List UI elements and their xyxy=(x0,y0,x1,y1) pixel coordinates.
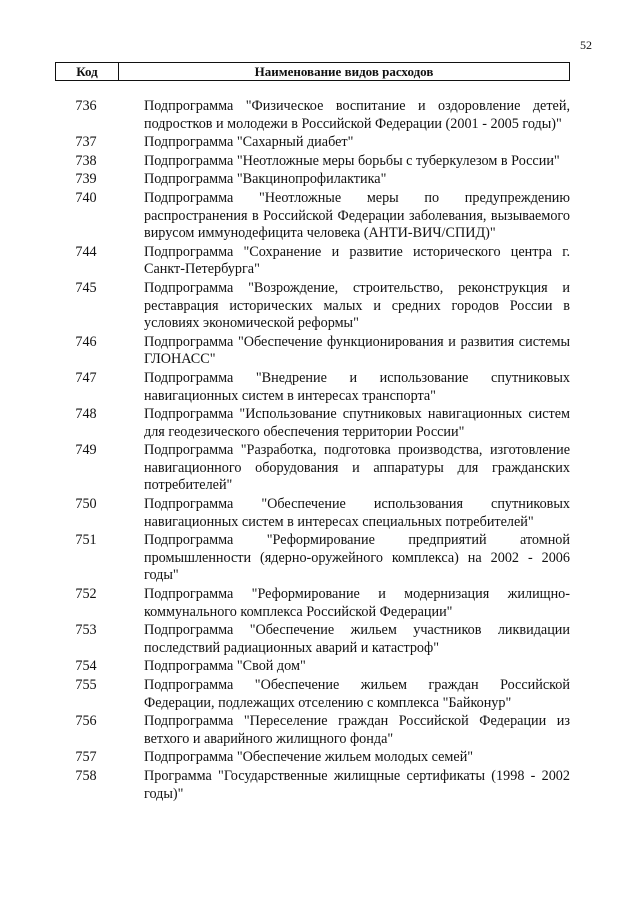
list-item xyxy=(55,532,570,585)
expense-code: 746 xyxy=(75,333,97,350)
list-item xyxy=(55,171,570,189)
expense-code: 753 xyxy=(75,622,97,639)
expense-name: Подпрограмма "Внедрение и использование спутниковых навигационных систем в интересах транспорта" xyxy=(144,369,570,404)
expense-code: 747 xyxy=(75,369,97,386)
expense-name: Подпрограмма "Физическое воспитание и оздоровление детей, подростков и молодежи в Российской Федерации (2001 - 2005 годы)" xyxy=(144,98,570,132)
expense-name: Подпрограмма "Сахарный диабет" xyxy=(144,134,354,151)
expense-name: Подпрограмма "Свой дом" xyxy=(144,658,306,675)
expense-code: 757 xyxy=(75,749,97,766)
list-item xyxy=(55,658,570,676)
expense-name: Программа "Государственные жилищные сертификаты (1998 - 2002 годы)" xyxy=(144,767,570,802)
expense-name: Подпрограмма "Вакцинопрофилактика" xyxy=(144,171,387,188)
list-item xyxy=(55,134,570,152)
list-item xyxy=(55,98,570,133)
expense-code: 752 xyxy=(75,586,97,603)
expense-name: Подпрограмма "Реформирование и модернизация жилищно-коммунального комплекса Российской Федерации" xyxy=(144,586,570,620)
expense-name: Подпрограмма "Реформирование предприятий атомной промышленности (ядерно-оружейного комплекса) на 2002 - 2006 годы" xyxy=(144,532,570,584)
list-item xyxy=(55,406,570,441)
list-item xyxy=(55,190,570,243)
expense-code: 755 xyxy=(75,677,97,693)
list-item xyxy=(55,749,570,767)
list-item xyxy=(55,713,570,748)
expense-list xyxy=(55,98,570,803)
expense-code: 751 xyxy=(75,532,97,549)
expense-code: 756 xyxy=(75,713,97,730)
expense-code: 758 xyxy=(75,767,97,784)
list-item xyxy=(55,334,570,369)
list-item xyxy=(55,370,570,405)
list-item xyxy=(55,496,570,531)
expense-name: Подпрограмма "Переселение граждан Российской Федерации из ветхого и аварийного жилищного фонда" xyxy=(144,713,570,747)
list-item xyxy=(55,622,570,657)
list-item xyxy=(55,768,570,803)
expense-name: Подпрограмма "Сохранение и развитие исторического центра г. Санкт-Петербурга" xyxy=(144,243,570,278)
expense-name: Подпрограмма "Обеспечение использования спутниковых навигационных систем в интересах специальных потребителей" xyxy=(144,496,570,530)
expense-name: Подпрограмма "Обеспечение жильем граждан Российской Федерации, подлежащих отселению с комплекса "Байконур" xyxy=(144,677,570,711)
expense-code: 740 xyxy=(75,189,97,206)
expense-name: Подпрограмма "Неотложные меры борьбы с туберкулезом в России" xyxy=(144,152,560,169)
expense-name: Подпрограмма "Разработка, подготовка производства, изготовление навигационного оборудования и аппаратуры для гражданских потребителей" xyxy=(144,442,570,494)
header-name: Наименование видов расходов xyxy=(254,64,434,79)
list-item xyxy=(55,280,570,333)
expense-code: 754 xyxy=(75,658,97,675)
expense-name: Подпрограмма "Использование спутниковых навигационных систем для геодезического обеспечения территории России" xyxy=(144,406,570,440)
list-item xyxy=(55,677,570,712)
table-header xyxy=(55,62,570,81)
expense-code: 744 xyxy=(75,243,97,260)
list-item xyxy=(55,586,570,621)
header-code: Код xyxy=(56,63,119,80)
expense-name: Подпрограмма "Возрождение, строительство, реконструкция и реставрация исторических малых и средних городов России в условиях экономической реформы" xyxy=(144,279,570,332)
list-item xyxy=(55,442,570,495)
expense-name: Подпрограмма "Неотложные меры по предупреждению распространения в Российской Федерации заболевания, вызываемого вирусом иммунодефицита человека (АНТИ-ВИЧ/СПИД)" xyxy=(144,189,570,242)
expense-code: 749 xyxy=(75,442,97,459)
expense-code: 736 xyxy=(75,98,97,114)
expense-name: Подпрограмма "Обеспечение жильем молодых семей" xyxy=(144,749,474,766)
page-number: 52 xyxy=(580,38,592,52)
expense-name: Подпрограмма "Обеспечение жильем участников ликвидации последствий радиационных аварий и катастроф" xyxy=(144,622,570,656)
expense-code: 737 xyxy=(75,134,97,151)
expense-code: 739 xyxy=(75,171,97,188)
expense-name: Подпрограмма "Обеспечение функционирования и развития системы ГЛОНАСС" xyxy=(144,333,570,368)
expense-code: 750 xyxy=(75,496,97,513)
list-item xyxy=(55,153,570,171)
expense-code: 748 xyxy=(75,406,97,423)
expense-code: 745 xyxy=(75,279,97,296)
list-item xyxy=(55,244,570,279)
expense-code: 738 xyxy=(75,152,97,169)
